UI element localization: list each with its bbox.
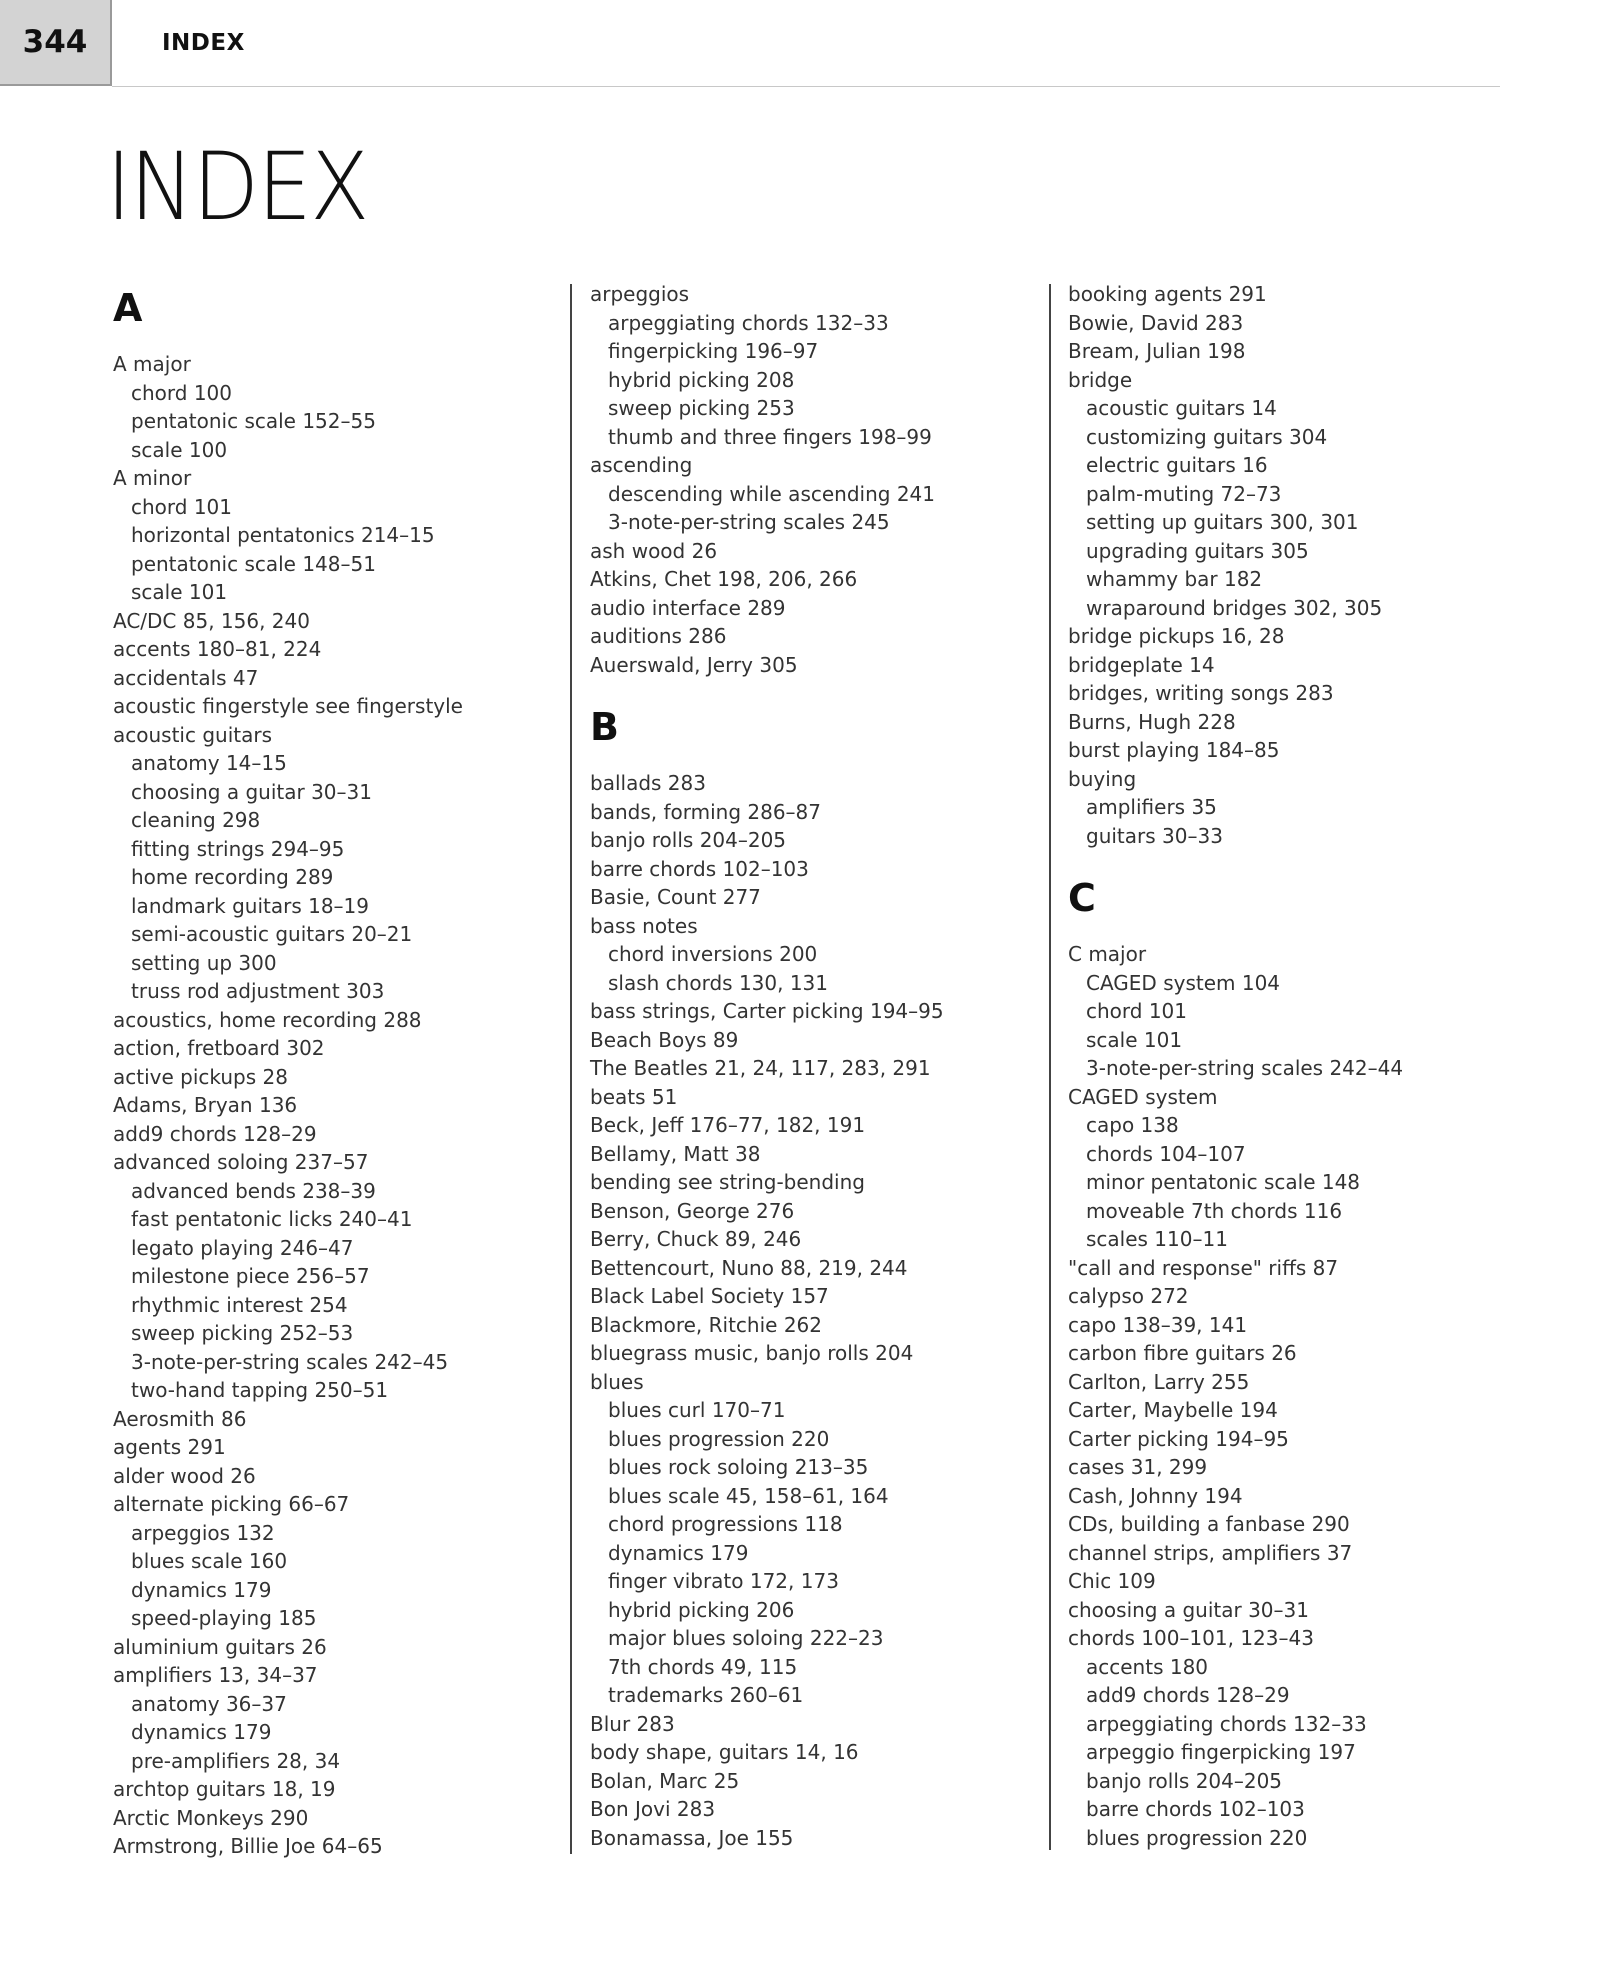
index-entry: arpeggios bbox=[590, 282, 690, 306]
index-entry: Armstrong, Billie Joe 64–65 bbox=[113, 1834, 383, 1858]
index-entry: Black Label Society 157 bbox=[590, 1284, 829, 1308]
index-subentry: add9 chords 128–29 bbox=[1086, 1683, 1290, 1707]
index-entry: buying bbox=[1068, 766, 1137, 791]
section-letter: C bbox=[1068, 876, 1096, 920]
index-subentry: rhythmic interest 254 bbox=[131, 1292, 348, 1317]
index-entry: accidentals 47 bbox=[113, 665, 259, 690]
index-subentry: barre chords 102–103 bbox=[1086, 1797, 1305, 1821]
index-entry: choosing a guitar 30–31 bbox=[1068, 1597, 1309, 1622]
index-entry: Benson, George 276 bbox=[590, 1198, 795, 1223]
index-subentry: blues scale 160 bbox=[131, 1549, 288, 1573]
index-entry: calypso 272 bbox=[1068, 1284, 1189, 1308]
index-subentry: horizontal pentatonics 214–15 bbox=[131, 523, 435, 547]
index-subentry: trademarks 260–61 bbox=[608, 1683, 804, 1707]
index-entry: amplifiers 13, 34–37 bbox=[113, 1663, 318, 1687]
index-subentry: choosing a guitar 30–31 bbox=[131, 779, 372, 804]
section-letter: A bbox=[113, 286, 143, 330]
index-entry: Arctic Monkeys 290 bbox=[113, 1805, 309, 1830]
index-subentry: chord progressions 118 bbox=[608, 1512, 843, 1536]
index-entry: AC/DC 85, 156, 240 bbox=[113, 608, 310, 633]
index-entry: beats 51 bbox=[590, 1084, 678, 1109]
index-subentry: chord 101 bbox=[1086, 999, 1188, 1023]
index-subentry: customizing guitars 304 bbox=[1086, 424, 1328, 449]
index-subentry: arpeggios 132 bbox=[131, 1520, 275, 1545]
index-entry: The Beatles 21, 24, 117, 283, 291 bbox=[590, 1056, 931, 1080]
index-subentry: blues curl 170–71 bbox=[608, 1398, 786, 1422]
index-entry: add9 chords 128–29 bbox=[113, 1121, 317, 1146]
index-entry: channel strips, amplifiers 37 bbox=[1068, 1540, 1353, 1565]
index-subentry: major blues soloing 222–23 bbox=[608, 1626, 884, 1650]
index-subentry: minor pentatonic scale 148 bbox=[1086, 1170, 1361, 1194]
index-entry: Bolan, Marc 25 bbox=[590, 1768, 740, 1793]
index-subentry: milestone piece 256–57 bbox=[131, 1264, 370, 1288]
index-subentry: hybrid picking 206 bbox=[608, 1597, 795, 1622]
index-subentry: cleaning 298 bbox=[131, 808, 261, 832]
index-entry: barre chords 102–103 bbox=[590, 856, 809, 881]
index-entry: active pickups 28 bbox=[113, 1064, 288, 1089]
index-subentry: slash chords 130, 131 bbox=[608, 970, 828, 995]
index-subentry: scale 101 bbox=[131, 580, 228, 604]
index-entry: advanced soloing 237–57 bbox=[113, 1150, 369, 1174]
index-entry: acoustic fingerstyle see fingerstyle bbox=[113, 694, 463, 718]
index-entry: CDs, building a fanbase 290 bbox=[1068, 1512, 1350, 1536]
index-subentry: sweep picking 252–53 bbox=[131, 1321, 354, 1345]
index-subentry: wraparound bridges 302, 305 bbox=[1086, 595, 1383, 620]
index-entry: acoustic guitars bbox=[113, 722, 273, 747]
index-entry: bridge pickups 16, 28 bbox=[1068, 624, 1285, 648]
index-entry: Carter picking 194–95 bbox=[1068, 1426, 1289, 1451]
index-entry: Bellamy, Matt 38 bbox=[590, 1141, 761, 1166]
index-subentry: blues progression 220 bbox=[1086, 1825, 1308, 1850]
index-subentry: capo 138 bbox=[1086, 1113, 1179, 1137]
index-subentry: arpeggiating chords 132–33 bbox=[608, 310, 889, 335]
index-entry: ascending bbox=[590, 453, 693, 477]
index-subentry: advanced bends 238–39 bbox=[131, 1178, 376, 1203]
index-column-1 bbox=[113, 280, 543, 1861]
index-subentry: accents 180 bbox=[1086, 1654, 1209, 1679]
index-entry: bridge bbox=[1068, 367, 1133, 392]
index-entry: A major bbox=[113, 352, 191, 376]
index-entry: blues bbox=[590, 1369, 644, 1394]
index-subentry: palm-muting 72–73 bbox=[1086, 481, 1282, 506]
index-entry: Chic 109 bbox=[1068, 1569, 1156, 1593]
index-entry: Carter, Maybelle 194 bbox=[1068, 1398, 1278, 1422]
index-entry: ballads 283 bbox=[590, 771, 706, 795]
index-entry: body shape, guitars 14, 16 bbox=[590, 1740, 859, 1764]
index-entry: Bonamassa, Joe 155 bbox=[590, 1825, 794, 1850]
page-title: INDEX bbox=[106, 133, 368, 242]
index-entry: Beach Boys 89 bbox=[590, 1027, 739, 1052]
index-entry: carbon fibre guitars 26 bbox=[1068, 1341, 1297, 1365]
index-entry: Bettencourt, Nuno 88, 219, 244 bbox=[590, 1255, 908, 1280]
index-subentry: CAGED system 104 bbox=[1086, 970, 1281, 995]
index-subentry: semi-acoustic guitars 20–21 bbox=[131, 922, 413, 946]
index-subentry: fingerpicking 196–97 bbox=[608, 339, 819, 363]
index-entry: cases 31, 299 bbox=[1068, 1455, 1208, 1479]
index-subentry: pentatonic scale 152–55 bbox=[131, 409, 376, 433]
index-entry: bridges, writing songs 283 bbox=[1068, 681, 1334, 705]
index-subentry: 7th chords 49, 115 bbox=[608, 1654, 798, 1679]
index-subentry: guitars 30–33 bbox=[1086, 823, 1223, 848]
index-subentry: blues progression 220 bbox=[608, 1426, 830, 1451]
index-entry: Berry, Chuck 89, 246 bbox=[590, 1227, 802, 1251]
index-subentry: descending while ascending 241 bbox=[608, 481, 935, 506]
index-subentry: 3-note-per-string scales 242–44 bbox=[1086, 1056, 1404, 1080]
index-subentry: legato playing 246–47 bbox=[131, 1235, 354, 1260]
index-entry: action, fretboard 302 bbox=[113, 1036, 325, 1060]
index-subentry: scale 100 bbox=[131, 437, 228, 462]
index-entry: Bon Jovi 283 bbox=[590, 1797, 716, 1821]
index-subentry: dynamics 179 bbox=[608, 1540, 749, 1565]
index-subentry: chords 104–107 bbox=[1086, 1141, 1246, 1166]
index-entry: A minor bbox=[113, 466, 192, 490]
index-subentry: electric guitars 16 bbox=[1086, 453, 1268, 477]
index-subentry: fitting strings 294–95 bbox=[131, 836, 345, 861]
index-entry: accents 180–81, 224 bbox=[113, 637, 322, 661]
index-subentry: arpeggiating chords 132–33 bbox=[1086, 1711, 1367, 1736]
index-subentry: hybrid picking 208 bbox=[608, 367, 795, 392]
index-entry: burst playing 184–85 bbox=[1068, 738, 1280, 762]
index-subentry: scale 101 bbox=[1086, 1027, 1183, 1052]
index-entry: Cash, Johnny 194 bbox=[1068, 1483, 1243, 1508]
index-entry: audio interface 289 bbox=[590, 595, 786, 620]
index-subentry: anatomy 36–37 bbox=[131, 1691, 287, 1716]
index-subentry: banjo rolls 204–205 bbox=[1086, 1768, 1283, 1793]
index-subentry: landmark guitars 18–19 bbox=[131, 893, 370, 918]
index-subentry: chord 101 bbox=[131, 494, 233, 519]
index-subentry: chord inversions 200 bbox=[608, 942, 818, 966]
index-entry: auditions 286 bbox=[590, 624, 727, 648]
index-entry: Blur 283 bbox=[590, 1711, 675, 1736]
running-head: INDEX bbox=[162, 30, 245, 56]
index-entry: ash wood 26 bbox=[590, 538, 718, 563]
index-subentry: 3-note-per-string scales 245 bbox=[608, 510, 890, 534]
index-subentry: moveable 7th chords 116 bbox=[1086, 1198, 1343, 1223]
index-entry: Atkins, Chet 198, 206, 266 bbox=[590, 567, 858, 591]
index-entry: bands, forming 286–87 bbox=[590, 799, 821, 824]
index-entry: Beck, Jeff 176–77, 182, 191 bbox=[590, 1113, 866, 1137]
index-entry: Aerosmith 86 bbox=[113, 1406, 247, 1431]
index-subentry: dynamics 179 bbox=[131, 1720, 272, 1744]
index-subentry: pre-amplifiers 28, 34 bbox=[131, 1748, 341, 1773]
index-subentry: anatomy 14–15 bbox=[131, 751, 287, 775]
index-subentry: amplifiers 35 bbox=[1086, 795, 1217, 819]
page-number-tab bbox=[0, 0, 112, 86]
index-entry: capo 138–39, 141 bbox=[1068, 1312, 1248, 1337]
index-entry: agents 291 bbox=[113, 1435, 226, 1459]
index-subentry: chord 100 bbox=[131, 380, 233, 405]
index-subentry: setting up guitars 300, 301 bbox=[1086, 510, 1359, 534]
section-letter: B bbox=[590, 705, 619, 749]
index-entry: CAGED system bbox=[1068, 1084, 1218, 1109]
index-column-2 bbox=[570, 280, 1010, 1852]
index-subentry: thumb and three fingers 198–99 bbox=[608, 424, 932, 449]
index-entry: Burns, Hugh 228 bbox=[1068, 709, 1236, 734]
index-entry: bending see string-bending bbox=[590, 1170, 865, 1194]
index-entry: archtop guitars 18, 19 bbox=[113, 1777, 336, 1801]
index-subentry: home recording 289 bbox=[131, 865, 334, 889]
index-subentry: 3-note-per-string scales 242–45 bbox=[131, 1349, 449, 1374]
index-subentry: two-hand tapping 250–51 bbox=[131, 1378, 389, 1402]
index-subentry: setting up 300 bbox=[131, 950, 277, 975]
index-subentry: fast pentatonic licks 240–41 bbox=[131, 1207, 413, 1231]
index-entry: booking agents 291 bbox=[1068, 282, 1267, 306]
index-entry: Bowie, David 283 bbox=[1068, 310, 1244, 335]
index-entry: bluegrass music, banjo rolls 204 bbox=[590, 1341, 914, 1365]
index-subentry: dynamics 179 bbox=[131, 1577, 272, 1602]
index-entry: Blackmore, Ritchie 262 bbox=[590, 1312, 822, 1337]
index-entry: Adams, Bryan 136 bbox=[113, 1093, 298, 1117]
index-entry: bridgeplate 14 bbox=[1068, 652, 1215, 677]
index-subentry: pentatonic scale 148–51 bbox=[131, 551, 376, 576]
index-entry: Bream, Julian 198 bbox=[1068, 339, 1246, 363]
index-entry: Carlton, Larry 255 bbox=[1068, 1369, 1250, 1394]
index-subentry: scales 110–11 bbox=[1086, 1227, 1228, 1251]
index-subentry: truss rod adjustment 303 bbox=[131, 979, 385, 1003]
index-entry: bass notes bbox=[590, 913, 698, 938]
index-entry: chords 100–101, 123–43 bbox=[1068, 1626, 1314, 1650]
index-entry: alder wood 26 bbox=[113, 1463, 256, 1488]
index-subentry: sweep picking 253 bbox=[608, 396, 795, 420]
index-subentry: whammy bar 182 bbox=[1086, 567, 1263, 591]
page-number: 344 bbox=[22, 24, 88, 60]
index-entry: Auerswald, Jerry 305 bbox=[590, 652, 798, 677]
index-entry: C major bbox=[1068, 942, 1147, 966]
index-subentry: arpeggio fingerpicking 197 bbox=[1086, 1740, 1356, 1764]
index-entry: "call and response" riffs 87 bbox=[1068, 1255, 1339, 1280]
index-entry: bass strings, Carter picking 194–95 bbox=[590, 999, 944, 1023]
index-entry: Basie, Count 277 bbox=[590, 885, 761, 909]
index-subentry: finger vibrato 172, 173 bbox=[608, 1569, 839, 1593]
index-subentry: speed-playing 185 bbox=[131, 1606, 317, 1630]
index-entry: alternate picking 66–67 bbox=[113, 1492, 350, 1516]
index-subentry: upgrading guitars 305 bbox=[1086, 538, 1309, 563]
index-entry: banjo rolls 204–205 bbox=[590, 828, 787, 852]
index-column-3 bbox=[1048, 280, 1488, 1852]
index-subentry: blues scale 45, 158–61, 164 bbox=[608, 1483, 889, 1508]
header-rule bbox=[112, 86, 1500, 87]
index-entry: aluminium guitars 26 bbox=[113, 1634, 327, 1659]
index-subentry: blues rock soloing 213–35 bbox=[608, 1455, 869, 1479]
index-entry: acoustics, home recording 288 bbox=[113, 1007, 422, 1032]
index-subentry: acoustic guitars 14 bbox=[1086, 396, 1277, 420]
